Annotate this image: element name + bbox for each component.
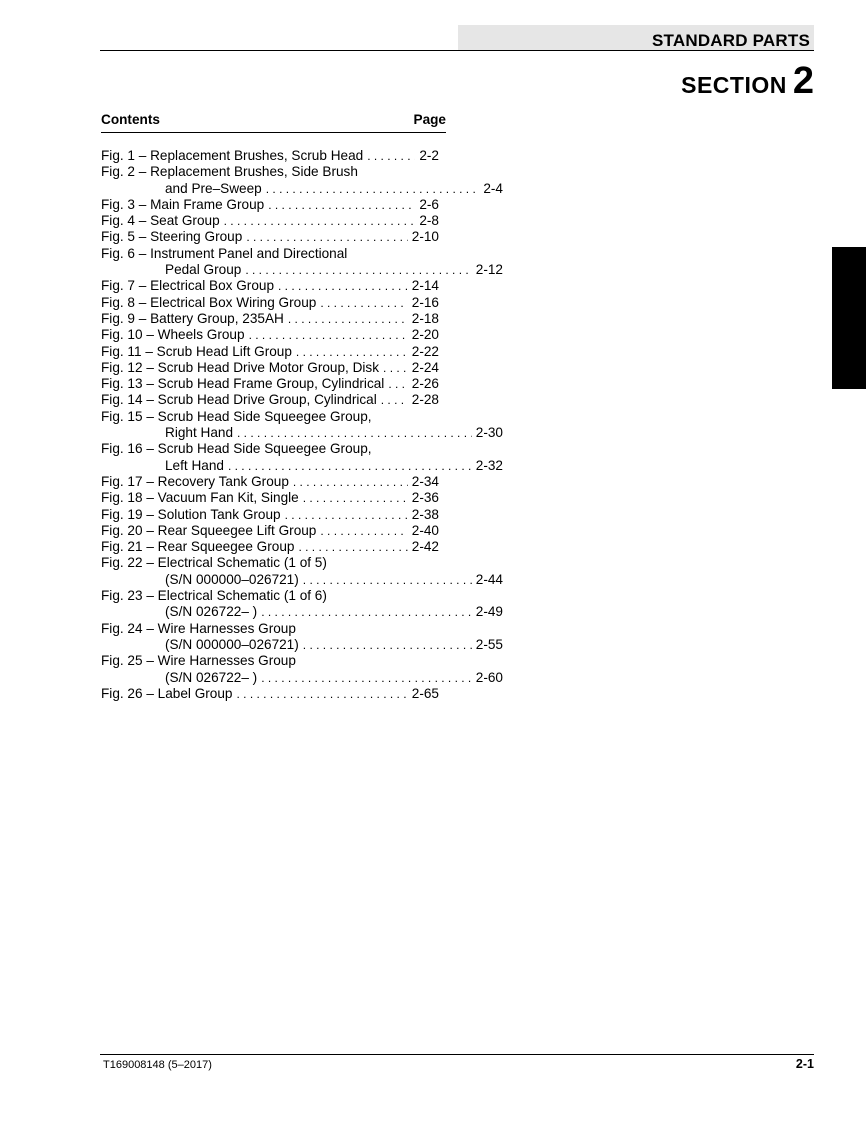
toc-line: [101, 262, 503, 278]
toc-entry[interactable]: [101, 148, 446, 164]
toc-entry[interactable]: [101, 441, 503, 474]
toc-dot-leader: [298, 539, 407, 555]
toc-entry-title: Fig. 2 – Replacement Brushes, Side Brush: [101, 164, 358, 180]
toc-entry-page: 2-2: [419, 148, 439, 163]
toc-line: [101, 686, 439, 702]
toc-entry-title: (S/N 026722– ): [165, 669, 258, 685]
toc-entry-page: 2-65: [411, 685, 439, 701]
toc-entry-title: Fig. 22 – Electrical Schematic (1 of 5): [101, 555, 327, 571]
toc-entry-page: 2-20: [411, 327, 439, 343]
toc-entry[interactable]: [101, 295, 446, 311]
toc-line: [101, 344, 439, 360]
toc-entry-title: Right Hand: [165, 425, 234, 441]
toc-line: [101, 670, 503, 686]
toc-dot-leader: [261, 604, 472, 620]
toc-line: [101, 327, 439, 343]
toc-entry-page: 2-10: [411, 229, 439, 245]
toc-entry[interactable]: [101, 392, 446, 408]
toc-entry[interactable]: [101, 523, 446, 539]
toc-line: [101, 539, 439, 555]
toc-entry-title: Fig. 11 – Scrub Head Lift Group: [101, 343, 292, 359]
toc-entry-page: 2-18: [411, 310, 439, 326]
toc-entry[interactable]: [101, 507, 446, 523]
toc-entry[interactable]: [101, 197, 446, 213]
toc-entry[interactable]: [101, 539, 446, 555]
toc-entry-page: 2-14: [411, 278, 439, 294]
toc-dot-leader: [249, 327, 408, 343]
toc-dot-leader: [320, 295, 407, 311]
toc-line: [101, 474, 439, 490]
toc-dot-leader: [261, 670, 472, 686]
toc-entry-title: Fig. 18 – Vacuum Fan Kit, Single: [101, 490, 299, 506]
toc-dot-leader: [303, 637, 472, 653]
toc-entry-title: Fig. 6 – Instrument Panel and Directional: [101, 245, 348, 261]
toc-line: [101, 523, 439, 539]
page-header-title: STANDARD PARTS: [652, 31, 810, 50]
toc-entry-page: 2-60: [475, 669, 503, 685]
toc-entry-page: 2-4: [483, 180, 503, 196]
toc-dot-leader: [383, 360, 408, 376]
footer-page-number: 2-1: [795, 1057, 814, 1071]
toc-entry-title: Fig. 24 – Wire Harnesses Group: [101, 620, 296, 636]
toc-line: [101, 409, 439, 425]
toc-line: [101, 441, 439, 457]
header-rule: [100, 50, 814, 51]
toc-entry[interactable]: [101, 327, 446, 343]
toc-entry[interactable]: [101, 653, 503, 686]
toc-entry[interactable]: [101, 490, 446, 506]
toc-entry[interactable]: [101, 555, 503, 588]
toc-dot-leader: [278, 278, 408, 294]
toc-entry-title: Fig. 17 – Recovery Tank Group: [101, 473, 289, 489]
toc-entry-page: 2-44: [475, 571, 503, 587]
toc-line: [101, 181, 503, 197]
toc-entry-title: Fig. 14 – Scrub Head Drive Group, Cylindrical: [101, 392, 377, 408]
toc-line: [101, 604, 503, 620]
toc-entry-page: 2-28: [411, 392, 439, 408]
toc-dot-leader: [303, 490, 408, 506]
toc-dot-leader: [224, 213, 416, 229]
toc-entry[interactable]: [101, 474, 446, 490]
toc-header: [101, 112, 446, 133]
toc-dot-leader: [293, 474, 408, 490]
toc-entry-title: Fig. 19 – Solution Tank Group: [101, 506, 281, 522]
toc-entry-title: Fig. 12 – Scrub Head Drive Motor Group, Disk: [101, 359, 380, 375]
toc-entry-page: 2-12: [475, 262, 503, 278]
toc-dot-leader: [245, 262, 471, 278]
toc-line: [101, 588, 439, 604]
section-number: 2: [792, 60, 814, 102]
toc-entry-title: Fig. 3 – Main Frame Group: [101, 196, 265, 212]
toc-line: [101, 360, 439, 376]
toc-entry[interactable]: [101, 245, 503, 279]
toc-dot-leader: [246, 229, 407, 245]
toc-entry-title: Fig. 23 – Electrical Schematic (1 of 6): [101, 588, 327, 604]
toc-line: [101, 425, 503, 441]
toc-entry-title: Fig. 16 – Scrub Head Side Squeegee Group,: [101, 441, 372, 457]
footer-doc-code: T169008148 (5–2017): [103, 1059, 212, 1071]
toc-dot-leader: [388, 376, 407, 392]
toc-entry-page: 2-16: [411, 294, 439, 310]
toc-entry-page: 2-26: [411, 376, 439, 392]
toc-entry-page: 2-8: [419, 213, 439, 229]
section-word: SECTION: [681, 72, 787, 98]
toc-dot-leader: [296, 344, 408, 360]
toc-entry[interactable]: [101, 311, 446, 327]
toc-entry-title: Fig. 20 – Rear Squeegee Lift Group: [101, 522, 317, 538]
toc-line: [101, 311, 439, 327]
toc-line: [101, 572, 503, 588]
toc-dot-leader: [367, 148, 415, 164]
toc-entry-page: 2-40: [411, 522, 439, 538]
toc-line: [101, 458, 503, 474]
toc-entry-title: (S/N 026722– ): [165, 604, 258, 620]
toc-dot-leader: [303, 572, 472, 588]
toc-entry[interactable]: [101, 213, 446, 229]
toc-page-label: Page: [413, 112, 446, 127]
toc-line: [101, 295, 439, 311]
toc-dot-leader: [266, 181, 480, 197]
toc-entry-title: Fig. 10 – Wheels Group: [101, 327, 245, 343]
toc-entry-page: 2-36: [411, 490, 439, 506]
toc-entry[interactable]: [101, 278, 446, 294]
toc-dot-leader: [285, 507, 408, 523]
toc-dot-leader: [237, 425, 472, 441]
section-thumb-tab: [832, 247, 866, 389]
toc-entry-title: Fig. 7 – Electrical Box Group: [101, 278, 275, 294]
toc-line: [101, 148, 439, 164]
table-of-contents: [101, 112, 503, 702]
toc-entry-title: Fig. 8 – Electrical Box Wiring Group: [101, 294, 317, 310]
toc-entry[interactable]: [101, 360, 446, 376]
toc-dot-leader: [237, 686, 408, 702]
toc-line: [101, 229, 439, 245]
toc-line: [101, 164, 439, 180]
toc-entry[interactable]: [101, 588, 503, 621]
toc-entry-title: Fig. 1 – Replacement Brushes, Scrub Head: [101, 148, 364, 163]
toc-line: [101, 278, 439, 294]
toc-entry-title: Fig. 4 – Seat Group: [101, 213, 220, 229]
toc-line: [101, 637, 503, 653]
toc-entry-title: (S/N 000000–026721): [165, 636, 299, 652]
toc-line: [101, 490, 439, 506]
toc-line: [101, 507, 439, 523]
toc-entry[interactable]: [101, 164, 503, 197]
toc-entry-page: 2-42: [411, 539, 439, 555]
toc-entry-page: 2-22: [411, 343, 439, 359]
section-heading: [681, 60, 814, 103]
toc-dot-leader: [320, 523, 407, 539]
toc-dot-leader: [268, 197, 415, 213]
toc-contents-label: Contents: [101, 112, 160, 127]
toc-dot-leader: [381, 392, 408, 408]
toc-entry-title: Pedal Group: [165, 262, 242, 278]
toc-entry-title: Fig. 9 – Battery Group, 235AH: [101, 310, 284, 326]
toc-entry-page: 2-34: [411, 473, 439, 489]
toc-dot-leader: [228, 458, 472, 474]
toc-entry-title: Fig. 26 – Label Group: [101, 685, 233, 701]
footer-rule: [100, 1054, 814, 1055]
toc-entry-page: 2-30: [475, 425, 503, 441]
toc-entry-page: 2-6: [419, 196, 439, 212]
toc-line: [101, 621, 439, 637]
toc-entry-title: (S/N 000000–026721): [165, 571, 299, 587]
toc-entry-page: 2-49: [475, 604, 503, 620]
toc-dot-leader: [288, 311, 408, 327]
toc-entry-page: 2-24: [411, 359, 439, 375]
toc-entry[interactable]: [101, 344, 446, 360]
toc-entry-page: 2-55: [475, 636, 503, 652]
toc-entry-page: 2-38: [411, 506, 439, 522]
toc-entry-page: 2-32: [475, 457, 503, 473]
toc-entry-title: Fig. 13 – Scrub Head Frame Group, Cylindrical: [101, 376, 385, 392]
toc-entry-title: Fig. 5 – Steering Group: [101, 229, 243, 245]
toc-entry-title: Fig. 15 – Scrub Head Side Squeegee Group,: [101, 408, 372, 424]
toc-entry-title: Fig. 21 – Rear Squeegee Group: [101, 539, 295, 555]
toc-line: [101, 392, 439, 408]
toc-line: [101, 376, 439, 392]
toc-line: [101, 246, 439, 262]
toc-entry[interactable]: [101, 408, 503, 442]
toc-entry-title: and Pre–Sweep: [165, 180, 262, 196]
toc-entry[interactable]: [101, 376, 446, 392]
toc-entry[interactable]: [101, 686, 446, 702]
toc-line: [101, 555, 439, 571]
toc-line: [101, 197, 439, 213]
toc-entry[interactable]: [101, 620, 503, 654]
toc-entry-title: Left Hand: [165, 457, 224, 473]
toc-list: [101, 148, 503, 702]
toc-line: [101, 653, 439, 669]
toc-entry-title: Fig. 25 – Wire Harnesses Group: [101, 653, 296, 669]
toc-entry[interactable]: [101, 229, 446, 245]
toc-line: [101, 213, 439, 229]
